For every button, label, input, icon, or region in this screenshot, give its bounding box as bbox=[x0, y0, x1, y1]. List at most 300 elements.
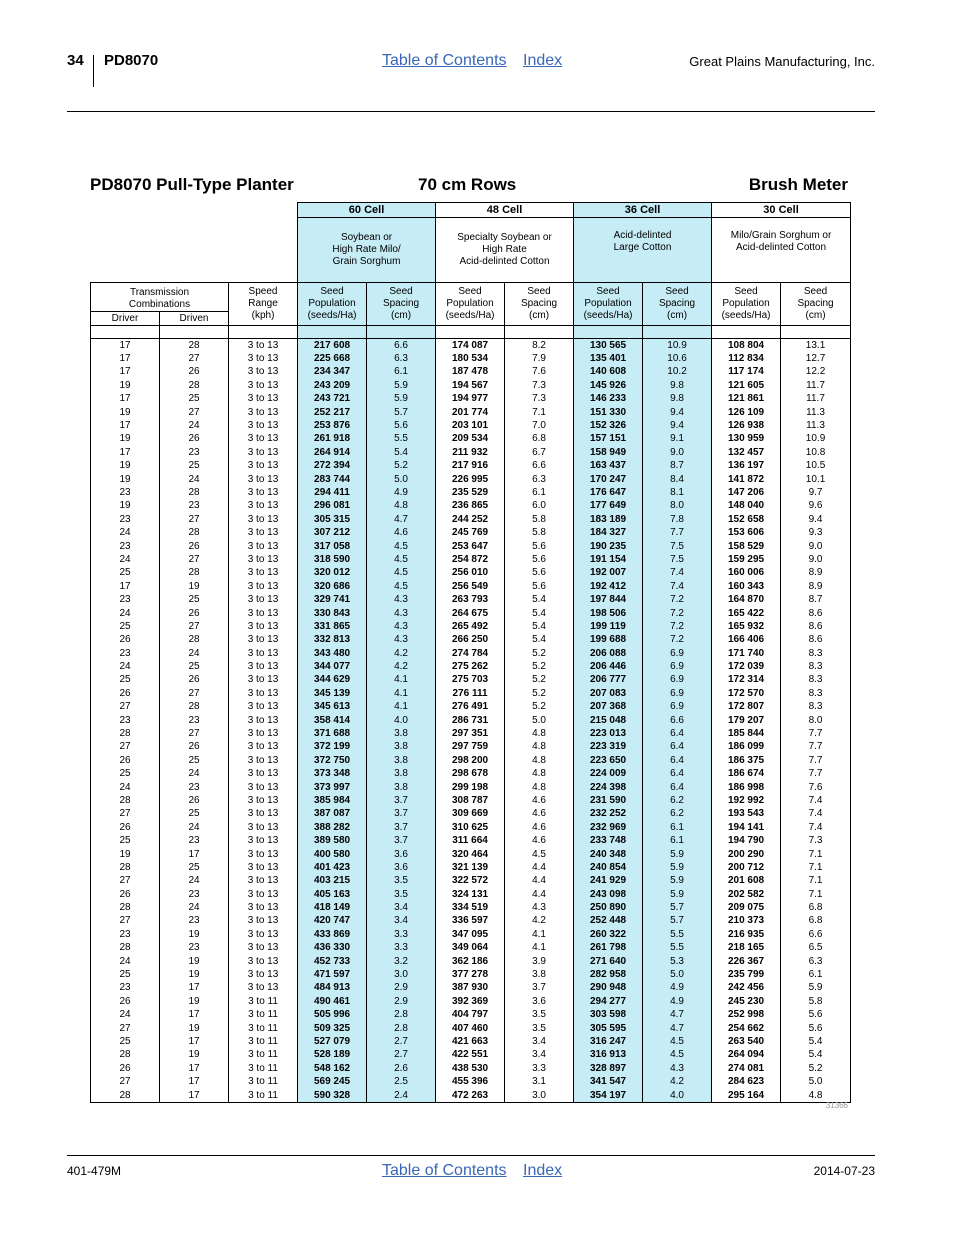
cell-pop-60: 307 212 bbox=[298, 526, 367, 539]
cell-spacing-48: 4.5 bbox=[505, 848, 574, 861]
cell-spacing-30: 8.9 bbox=[781, 567, 851, 580]
cell-spacing-36: 8.0 bbox=[643, 500, 712, 513]
cell-driven: 27 bbox=[160, 513, 229, 526]
cell-spacing-60: 5.9 bbox=[367, 379, 436, 392]
cell-spacing-48: 7.6 bbox=[505, 366, 574, 379]
cell-driver: 25 bbox=[91, 768, 160, 781]
cell-driven: 23 bbox=[160, 915, 229, 928]
cell-driven: 25 bbox=[160, 460, 229, 473]
cell-driver: 27 bbox=[91, 1075, 160, 1088]
cell-spacing-36: 5.7 bbox=[643, 915, 712, 928]
cell-spacing-36: 6.9 bbox=[643, 647, 712, 660]
cell-pop-36: 231 590 bbox=[574, 794, 643, 807]
cell-spacing-48: 4.4 bbox=[505, 875, 574, 888]
cell-spacing-60: 3.8 bbox=[367, 727, 436, 740]
cell-spacing-60: 4.3 bbox=[367, 593, 436, 606]
table-row bbox=[91, 406, 851, 419]
table-row bbox=[91, 1089, 851, 1103]
cell-pop-36: 192 007 bbox=[574, 567, 643, 580]
cell-60-header: 60 Cell bbox=[298, 203, 436, 218]
cell-spacing-36: 6.2 bbox=[643, 808, 712, 821]
crop-36-cell: Acid-delinted Large Cotton bbox=[574, 218, 712, 283]
cell-spacing-60: 3.8 bbox=[367, 768, 436, 781]
table-row bbox=[91, 701, 851, 714]
cell-speed-range: 3 to 13 bbox=[229, 754, 298, 767]
cell-spacing-36: 6.9 bbox=[643, 701, 712, 714]
cell-driver: 23 bbox=[91, 486, 160, 499]
table-row bbox=[91, 1035, 851, 1048]
table-row bbox=[91, 352, 851, 365]
cell-driver: 28 bbox=[91, 861, 160, 874]
cell-spacing-30: 7.1 bbox=[781, 888, 851, 901]
cell-pop-60: 330 843 bbox=[298, 607, 367, 620]
cell-pop-48: 298 678 bbox=[436, 768, 505, 781]
cell-pop-60: 243 721 bbox=[298, 393, 367, 406]
cell-spacing-60: 3.6 bbox=[367, 848, 436, 861]
cell-spacing-60: 4.5 bbox=[367, 567, 436, 580]
cell-spacing-60: 5.6 bbox=[367, 419, 436, 432]
cell-spacing-60: 4.1 bbox=[367, 701, 436, 714]
cell-driven: 24 bbox=[160, 821, 229, 834]
table-row bbox=[91, 741, 851, 754]
cell-driven: 25 bbox=[160, 393, 229, 406]
cell-pop-60: 387 087 bbox=[298, 808, 367, 821]
table-row bbox=[91, 366, 851, 379]
cell-driven: 24 bbox=[160, 875, 229, 888]
cell-spacing-30: 8.3 bbox=[781, 674, 851, 687]
cell-spacing-36: 4.9 bbox=[643, 995, 712, 1008]
cell-spacing-48: 5.4 bbox=[505, 634, 574, 647]
cell-spacing-48: 8.2 bbox=[505, 339, 574, 353]
cell-driven: 24 bbox=[160, 647, 229, 660]
cell-pop-48: 324 131 bbox=[436, 888, 505, 901]
cell-spacing-60: 2.4 bbox=[367, 1089, 436, 1103]
cell-spacing-48: 6.1 bbox=[505, 486, 574, 499]
cell-spacing-60: 5.0 bbox=[367, 473, 436, 486]
table-row bbox=[91, 848, 851, 861]
cell-spacing-60: 4.5 bbox=[367, 540, 436, 553]
table-row bbox=[91, 714, 851, 727]
cell-pop-30: 160 006 bbox=[712, 567, 781, 580]
cell-pop-60: 345 613 bbox=[298, 701, 367, 714]
cell-pop-30: 185 844 bbox=[712, 727, 781, 740]
cell-pop-36: 198 506 bbox=[574, 607, 643, 620]
cell-spacing-48: 5.6 bbox=[505, 567, 574, 580]
cell-pop-30: 108 804 bbox=[712, 339, 781, 353]
cell-driven: 24 bbox=[160, 473, 229, 486]
cell-pop-48: 336 597 bbox=[436, 915, 505, 928]
cell-pop-36: 197 844 bbox=[574, 593, 643, 606]
cell-pop-48: 254 872 bbox=[436, 553, 505, 566]
cell-spacing-36: 8.1 bbox=[643, 486, 712, 499]
cell-pop-60: 294 411 bbox=[298, 486, 367, 499]
cell-spacing-60: 4.3 bbox=[367, 620, 436, 633]
table-row bbox=[91, 379, 851, 392]
cell-speed-range: 3 to 13 bbox=[229, 781, 298, 794]
title-meter: Brush Meter bbox=[748, 175, 848, 194]
cell-spacing-30: 11.3 bbox=[781, 406, 851, 419]
cell-pop-30: 226 367 bbox=[712, 955, 781, 968]
cell-pop-60: 471 597 bbox=[298, 968, 367, 981]
cell-spacing-60: 3.5 bbox=[367, 888, 436, 901]
table-row bbox=[91, 982, 851, 995]
cell-speed-range: 3 to 11 bbox=[229, 1049, 298, 1062]
cell-pop-60: 372 750 bbox=[298, 754, 367, 767]
cell-speed-range: 3 to 13 bbox=[229, 888, 298, 901]
table-row bbox=[91, 634, 851, 647]
cell-spacing-36: 5.5 bbox=[643, 928, 712, 941]
cell-pop-30: 158 529 bbox=[712, 540, 781, 553]
cell-spacing-36: 4.5 bbox=[643, 1035, 712, 1048]
cell-spacing-36: 6.2 bbox=[643, 794, 712, 807]
cell-spacing-36: 7.2 bbox=[643, 607, 712, 620]
cell-spacing-48: 6.0 bbox=[505, 500, 574, 513]
cell-pop-30: 126 938 bbox=[712, 419, 781, 432]
cell-spacing-48: 4.2 bbox=[505, 915, 574, 928]
cell-speed-range: 3 to 13 bbox=[229, 406, 298, 419]
cell-driven: 27 bbox=[160, 352, 229, 365]
table-row bbox=[91, 1075, 851, 1088]
cell-driver: 28 bbox=[91, 1089, 160, 1103]
cell-pop-30: 166 406 bbox=[712, 634, 781, 647]
index-link-top[interactable]: Index bbox=[523, 52, 563, 69]
cell-pop-30: 164 870 bbox=[712, 593, 781, 606]
toc-link-top[interactable]: Table of Contents bbox=[382, 52, 507, 69]
table-row bbox=[91, 687, 851, 700]
crop-60-cell: Soybean or High Rate Milo/ Grain Sorghum bbox=[298, 218, 436, 283]
cell-spacing-30: 10.8 bbox=[781, 446, 851, 459]
cell-pop-48: 404 797 bbox=[436, 1009, 505, 1022]
cell-spacing-36: 9.8 bbox=[643, 393, 712, 406]
toc-link-bottom[interactable]: Table of Contents bbox=[382, 1162, 507, 1179]
title-planter: PD8070 Pull-Type Planter bbox=[90, 175, 294, 194]
cell-spacing-30: 10.1 bbox=[781, 473, 851, 486]
seed-rate-table bbox=[90, 202, 851, 1103]
cell-pop-30: 121 861 bbox=[712, 393, 781, 406]
cell-pop-60: 385 984 bbox=[298, 794, 367, 807]
cell-pop-48: 377 278 bbox=[436, 968, 505, 981]
cell-driven: 28 bbox=[160, 339, 229, 353]
cell-driver: 25 bbox=[91, 1035, 160, 1048]
cell-spacing-36: 9.8 bbox=[643, 379, 712, 392]
cell-spacing-60: 5.2 bbox=[367, 460, 436, 473]
cell-pop-60: 371 688 bbox=[298, 727, 367, 740]
cell-pop-36: 223 013 bbox=[574, 727, 643, 740]
cell-pop-48: 275 703 bbox=[436, 674, 505, 687]
cell-spacing-30: 7.7 bbox=[781, 727, 851, 740]
cell-pop-48: 266 250 bbox=[436, 634, 505, 647]
cell-driven: 19 bbox=[160, 968, 229, 981]
cell-spacing-48: 6.8 bbox=[505, 433, 574, 446]
cell-speed-range: 3 to 13 bbox=[229, 339, 298, 353]
cell-spacing-30: 7.4 bbox=[781, 821, 851, 834]
cell-pop-30: 201 608 bbox=[712, 875, 781, 888]
table-row bbox=[91, 513, 851, 526]
cell-speed-range: 3 to 13 bbox=[229, 955, 298, 968]
cell-spacing-30: 8.6 bbox=[781, 634, 851, 647]
cell-driven: 25 bbox=[160, 660, 229, 673]
crop-30-cell: Milo/Grain Sorghum or Acid-delinted Cotton bbox=[712, 218, 851, 283]
cell-spacing-60: 2.9 bbox=[367, 995, 436, 1008]
cell-spacing-60: 3.8 bbox=[367, 781, 436, 794]
table-row bbox=[91, 580, 851, 593]
cell-pop-48: 407 460 bbox=[436, 1022, 505, 1035]
cell-speed-range: 3 to 13 bbox=[229, 901, 298, 914]
cell-spacing-48: 3.4 bbox=[505, 1035, 574, 1048]
table-row bbox=[91, 593, 851, 606]
table-row bbox=[91, 995, 851, 1008]
cell-spacing-60: 4.6 bbox=[367, 526, 436, 539]
cell-pop-60: 373 997 bbox=[298, 781, 367, 794]
cell-driver: 23 bbox=[91, 540, 160, 553]
cell-speed-range: 3 to 13 bbox=[229, 942, 298, 955]
cell-spacing-36: 10.9 bbox=[643, 339, 712, 353]
cell-driver: 27 bbox=[91, 701, 160, 714]
cell-driver: 27 bbox=[91, 875, 160, 888]
cell-spacing-60: 5.7 bbox=[367, 406, 436, 419]
cell-pop-60: 264 914 bbox=[298, 446, 367, 459]
cell-driven: 26 bbox=[160, 366, 229, 379]
cell-speed-range: 3 to 13 bbox=[229, 808, 298, 821]
cell-pop-36: 354 197 bbox=[574, 1089, 643, 1103]
cell-spacing-60: 3.7 bbox=[367, 821, 436, 834]
cell-spacing-30: 8.7 bbox=[781, 593, 851, 606]
table-row bbox=[91, 768, 851, 781]
cell-pop-60: 253 876 bbox=[298, 419, 367, 432]
cell-pop-36: 224 009 bbox=[574, 768, 643, 781]
cell-spacing-30: 6.3 bbox=[781, 955, 851, 968]
cell-spacing-36: 6.6 bbox=[643, 714, 712, 727]
table-row bbox=[91, 1009, 851, 1022]
cell-pop-48: 308 787 bbox=[436, 794, 505, 807]
cell-driven: 25 bbox=[160, 593, 229, 606]
cell-pop-48: 310 625 bbox=[436, 821, 505, 834]
cell-spacing-30: 5.4 bbox=[781, 1035, 851, 1048]
cell-spacing-30: 6.8 bbox=[781, 901, 851, 914]
cell-pop-36: 252 448 bbox=[574, 915, 643, 928]
cell-spacing-48: 4.4 bbox=[505, 888, 574, 901]
cell-pop-30: 117 174 bbox=[712, 366, 781, 379]
cell-driver: 28 bbox=[91, 1049, 160, 1062]
cell-pop-30: 148 040 bbox=[712, 500, 781, 513]
cell-spacing-60: 3.6 bbox=[367, 861, 436, 874]
cell-spacing-36: 7.2 bbox=[643, 634, 712, 647]
cell-pop-36: 250 890 bbox=[574, 901, 643, 914]
index-link-bottom[interactable]: Index bbox=[523, 1162, 563, 1179]
cell-driven: 26 bbox=[160, 540, 229, 553]
cell-spacing-60: 6.6 bbox=[367, 339, 436, 353]
cell-speed-range: 3 to 13 bbox=[229, 647, 298, 660]
cell-pop-60: 283 744 bbox=[298, 473, 367, 486]
cell-driver: 19 bbox=[91, 460, 160, 473]
cell-pop-30: 179 207 bbox=[712, 714, 781, 727]
cell-spacing-30: 5.2 bbox=[781, 1062, 851, 1075]
cell-pop-30: 172 314 bbox=[712, 674, 781, 687]
cell-pop-48: 187 478 bbox=[436, 366, 505, 379]
cell-driver: 28 bbox=[91, 901, 160, 914]
cell-driver: 17 bbox=[91, 339, 160, 353]
cell-pop-30: 160 343 bbox=[712, 580, 781, 593]
cell-spacing-60: 2.8 bbox=[367, 1022, 436, 1035]
driven-header: Driven bbox=[160, 312, 229, 326]
cell-pop-48: 392 369 bbox=[436, 995, 505, 1008]
cell-pop-30: 192 992 bbox=[712, 794, 781, 807]
table-row bbox=[91, 1049, 851, 1062]
cell-driver: 26 bbox=[91, 687, 160, 700]
cell-driver: 17 bbox=[91, 352, 160, 365]
cell-pop-36: 146 233 bbox=[574, 393, 643, 406]
cell-pop-36: 130 565 bbox=[574, 339, 643, 353]
cell-speed-range: 3 to 13 bbox=[229, 768, 298, 781]
cell-pop-48: 264 675 bbox=[436, 607, 505, 620]
pop-header-30: Seed Population (seeds/Ha) bbox=[712, 283, 781, 326]
table-row bbox=[91, 553, 851, 566]
table-row bbox=[91, 861, 851, 874]
cell-pop-30: 165 932 bbox=[712, 620, 781, 633]
cell-speed-range: 3 to 13 bbox=[229, 620, 298, 633]
cell-pop-30: 186 375 bbox=[712, 754, 781, 767]
cell-30-header: 30 Cell bbox=[712, 203, 851, 218]
cell-driver: 17 bbox=[91, 419, 160, 432]
cell-pop-48: 194 977 bbox=[436, 393, 505, 406]
cell-speed-range: 3 to 13 bbox=[229, 446, 298, 459]
cell-pop-48: 297 351 bbox=[436, 727, 505, 740]
cell-spacing-48: 5.8 bbox=[505, 526, 574, 539]
cell-driver: 23 bbox=[91, 593, 160, 606]
cell-speed-range: 3 to 13 bbox=[229, 968, 298, 981]
cell-pop-48: 320 464 bbox=[436, 848, 505, 861]
publish-date: 2014-07-23 bbox=[813, 1164, 875, 1178]
cell-speed-range: 3 to 13 bbox=[229, 593, 298, 606]
cell-pop-48: 298 200 bbox=[436, 754, 505, 767]
cell-spacing-48: 5.2 bbox=[505, 660, 574, 673]
cell-pop-48: 256 010 bbox=[436, 567, 505, 580]
table-title bbox=[90, 175, 850, 197]
doc-number: 401-479M bbox=[67, 1164, 122, 1178]
cell-pop-60: 452 733 bbox=[298, 955, 367, 968]
cell-spacing-48: 6.3 bbox=[505, 473, 574, 486]
cell-pop-48: 347 095 bbox=[436, 928, 505, 941]
cell-spacing-36: 6.4 bbox=[643, 754, 712, 767]
table-row bbox=[91, 393, 851, 406]
cell-spacing-48: 7.3 bbox=[505, 379, 574, 392]
cell-pop-60: 420 747 bbox=[298, 915, 367, 928]
cell-driver: 25 bbox=[91, 620, 160, 633]
cell-spacing-48: 4.3 bbox=[505, 901, 574, 914]
table-row bbox=[91, 647, 851, 660]
cell-driver: 25 bbox=[91, 968, 160, 981]
table-row bbox=[91, 794, 851, 807]
cell-spacing-36: 7.4 bbox=[643, 580, 712, 593]
cell-driven: 28 bbox=[160, 486, 229, 499]
cell-driven: 19 bbox=[160, 1049, 229, 1062]
cell-pop-60: 590 328 bbox=[298, 1089, 367, 1103]
cell-spacing-60: 4.8 bbox=[367, 500, 436, 513]
cell-speed-range: 3 to 11 bbox=[229, 1009, 298, 1022]
cell-spacing-30: 9.0 bbox=[781, 553, 851, 566]
cell-pop-30: 165 422 bbox=[712, 607, 781, 620]
cell-pop-48: 256 549 bbox=[436, 580, 505, 593]
cell-spacing-48: 3.9 bbox=[505, 955, 574, 968]
cell-spacing-36: 7.8 bbox=[643, 513, 712, 526]
cell-driver: 19 bbox=[91, 500, 160, 513]
cell-spacing-48: 5.6 bbox=[505, 553, 574, 566]
table-row bbox=[91, 928, 851, 941]
cell-pop-36: 303 598 bbox=[574, 1009, 643, 1022]
cell-pop-60: 305 315 bbox=[298, 513, 367, 526]
cell-pop-48: 174 087 bbox=[436, 339, 505, 353]
cell-spacing-30: 5.9 bbox=[781, 982, 851, 995]
cell-pop-30: 159 295 bbox=[712, 553, 781, 566]
cell-driver: 25 bbox=[91, 674, 160, 687]
cell-size-row bbox=[91, 203, 851, 218]
cell-pop-30: 210 373 bbox=[712, 915, 781, 928]
cell-spacing-30: 6.6 bbox=[781, 928, 851, 941]
cell-driven: 27 bbox=[160, 553, 229, 566]
cell-36-header: 36 Cell bbox=[574, 203, 712, 218]
cell-spacing-48: 4.1 bbox=[505, 942, 574, 955]
cell-spacing-30: 7.3 bbox=[781, 834, 851, 847]
cell-pop-36: 163 437 bbox=[574, 460, 643, 473]
cell-pop-48: 275 262 bbox=[436, 660, 505, 673]
cell-pop-48: 226 995 bbox=[436, 473, 505, 486]
cell-spacing-30: 5.6 bbox=[781, 1022, 851, 1035]
cell-spacing-36: 5.9 bbox=[643, 888, 712, 901]
cell-speed-range: 3 to 13 bbox=[229, 727, 298, 740]
cell-spacing-30: 5.8 bbox=[781, 995, 851, 1008]
cell-spacing-60: 3.7 bbox=[367, 808, 436, 821]
cell-driver: 24 bbox=[91, 660, 160, 673]
cell-spacing-36: 6.4 bbox=[643, 727, 712, 740]
spacer-row bbox=[91, 326, 851, 339]
cell-pop-36: 184 327 bbox=[574, 526, 643, 539]
cell-pop-48: 194 567 bbox=[436, 379, 505, 392]
cell-spacing-36: 8.4 bbox=[643, 473, 712, 486]
cell-spacing-36: 6.1 bbox=[643, 821, 712, 834]
cell-spacing-48: 3.5 bbox=[505, 1009, 574, 1022]
cell-driven: 17 bbox=[160, 1089, 229, 1103]
cell-spacing-60: 3.5 bbox=[367, 875, 436, 888]
cell-spacing-48: 6.6 bbox=[505, 460, 574, 473]
table-row bbox=[91, 808, 851, 821]
table-row bbox=[91, 942, 851, 955]
cell-speed-range: 3 to 11 bbox=[229, 1089, 298, 1103]
cell-driven: 27 bbox=[160, 727, 229, 740]
table-row bbox=[91, 1062, 851, 1075]
cell-spacing-60: 4.0 bbox=[367, 714, 436, 727]
cell-driver: 17 bbox=[91, 446, 160, 459]
cell-spacing-36: 7.4 bbox=[643, 567, 712, 580]
cell-speed-range: 3 to 13 bbox=[229, 794, 298, 807]
cell-pop-36: 158 949 bbox=[574, 446, 643, 459]
cell-pop-36: 316 913 bbox=[574, 1049, 643, 1062]
cell-pop-30: 171 740 bbox=[712, 647, 781, 660]
cell-driver: 17 bbox=[91, 580, 160, 593]
cell-spacing-60: 2.8 bbox=[367, 1009, 436, 1022]
cell-pop-36: 261 798 bbox=[574, 942, 643, 955]
cell-pop-30: 136 197 bbox=[712, 460, 781, 473]
cell-pop-30: 242 456 bbox=[712, 982, 781, 995]
cell-speed-range: 3 to 13 bbox=[229, 714, 298, 727]
cell-pop-60: 296 081 bbox=[298, 500, 367, 513]
spacing-header-48: Seed Spacing (cm) bbox=[505, 283, 574, 326]
table-row bbox=[91, 1022, 851, 1035]
cell-pop-36: 199 119 bbox=[574, 620, 643, 633]
cell-pop-30: 284 623 bbox=[712, 1075, 781, 1088]
cell-spacing-60: 4.2 bbox=[367, 660, 436, 673]
cell-spacing-48: 5.2 bbox=[505, 701, 574, 714]
cell-driven: 23 bbox=[160, 446, 229, 459]
